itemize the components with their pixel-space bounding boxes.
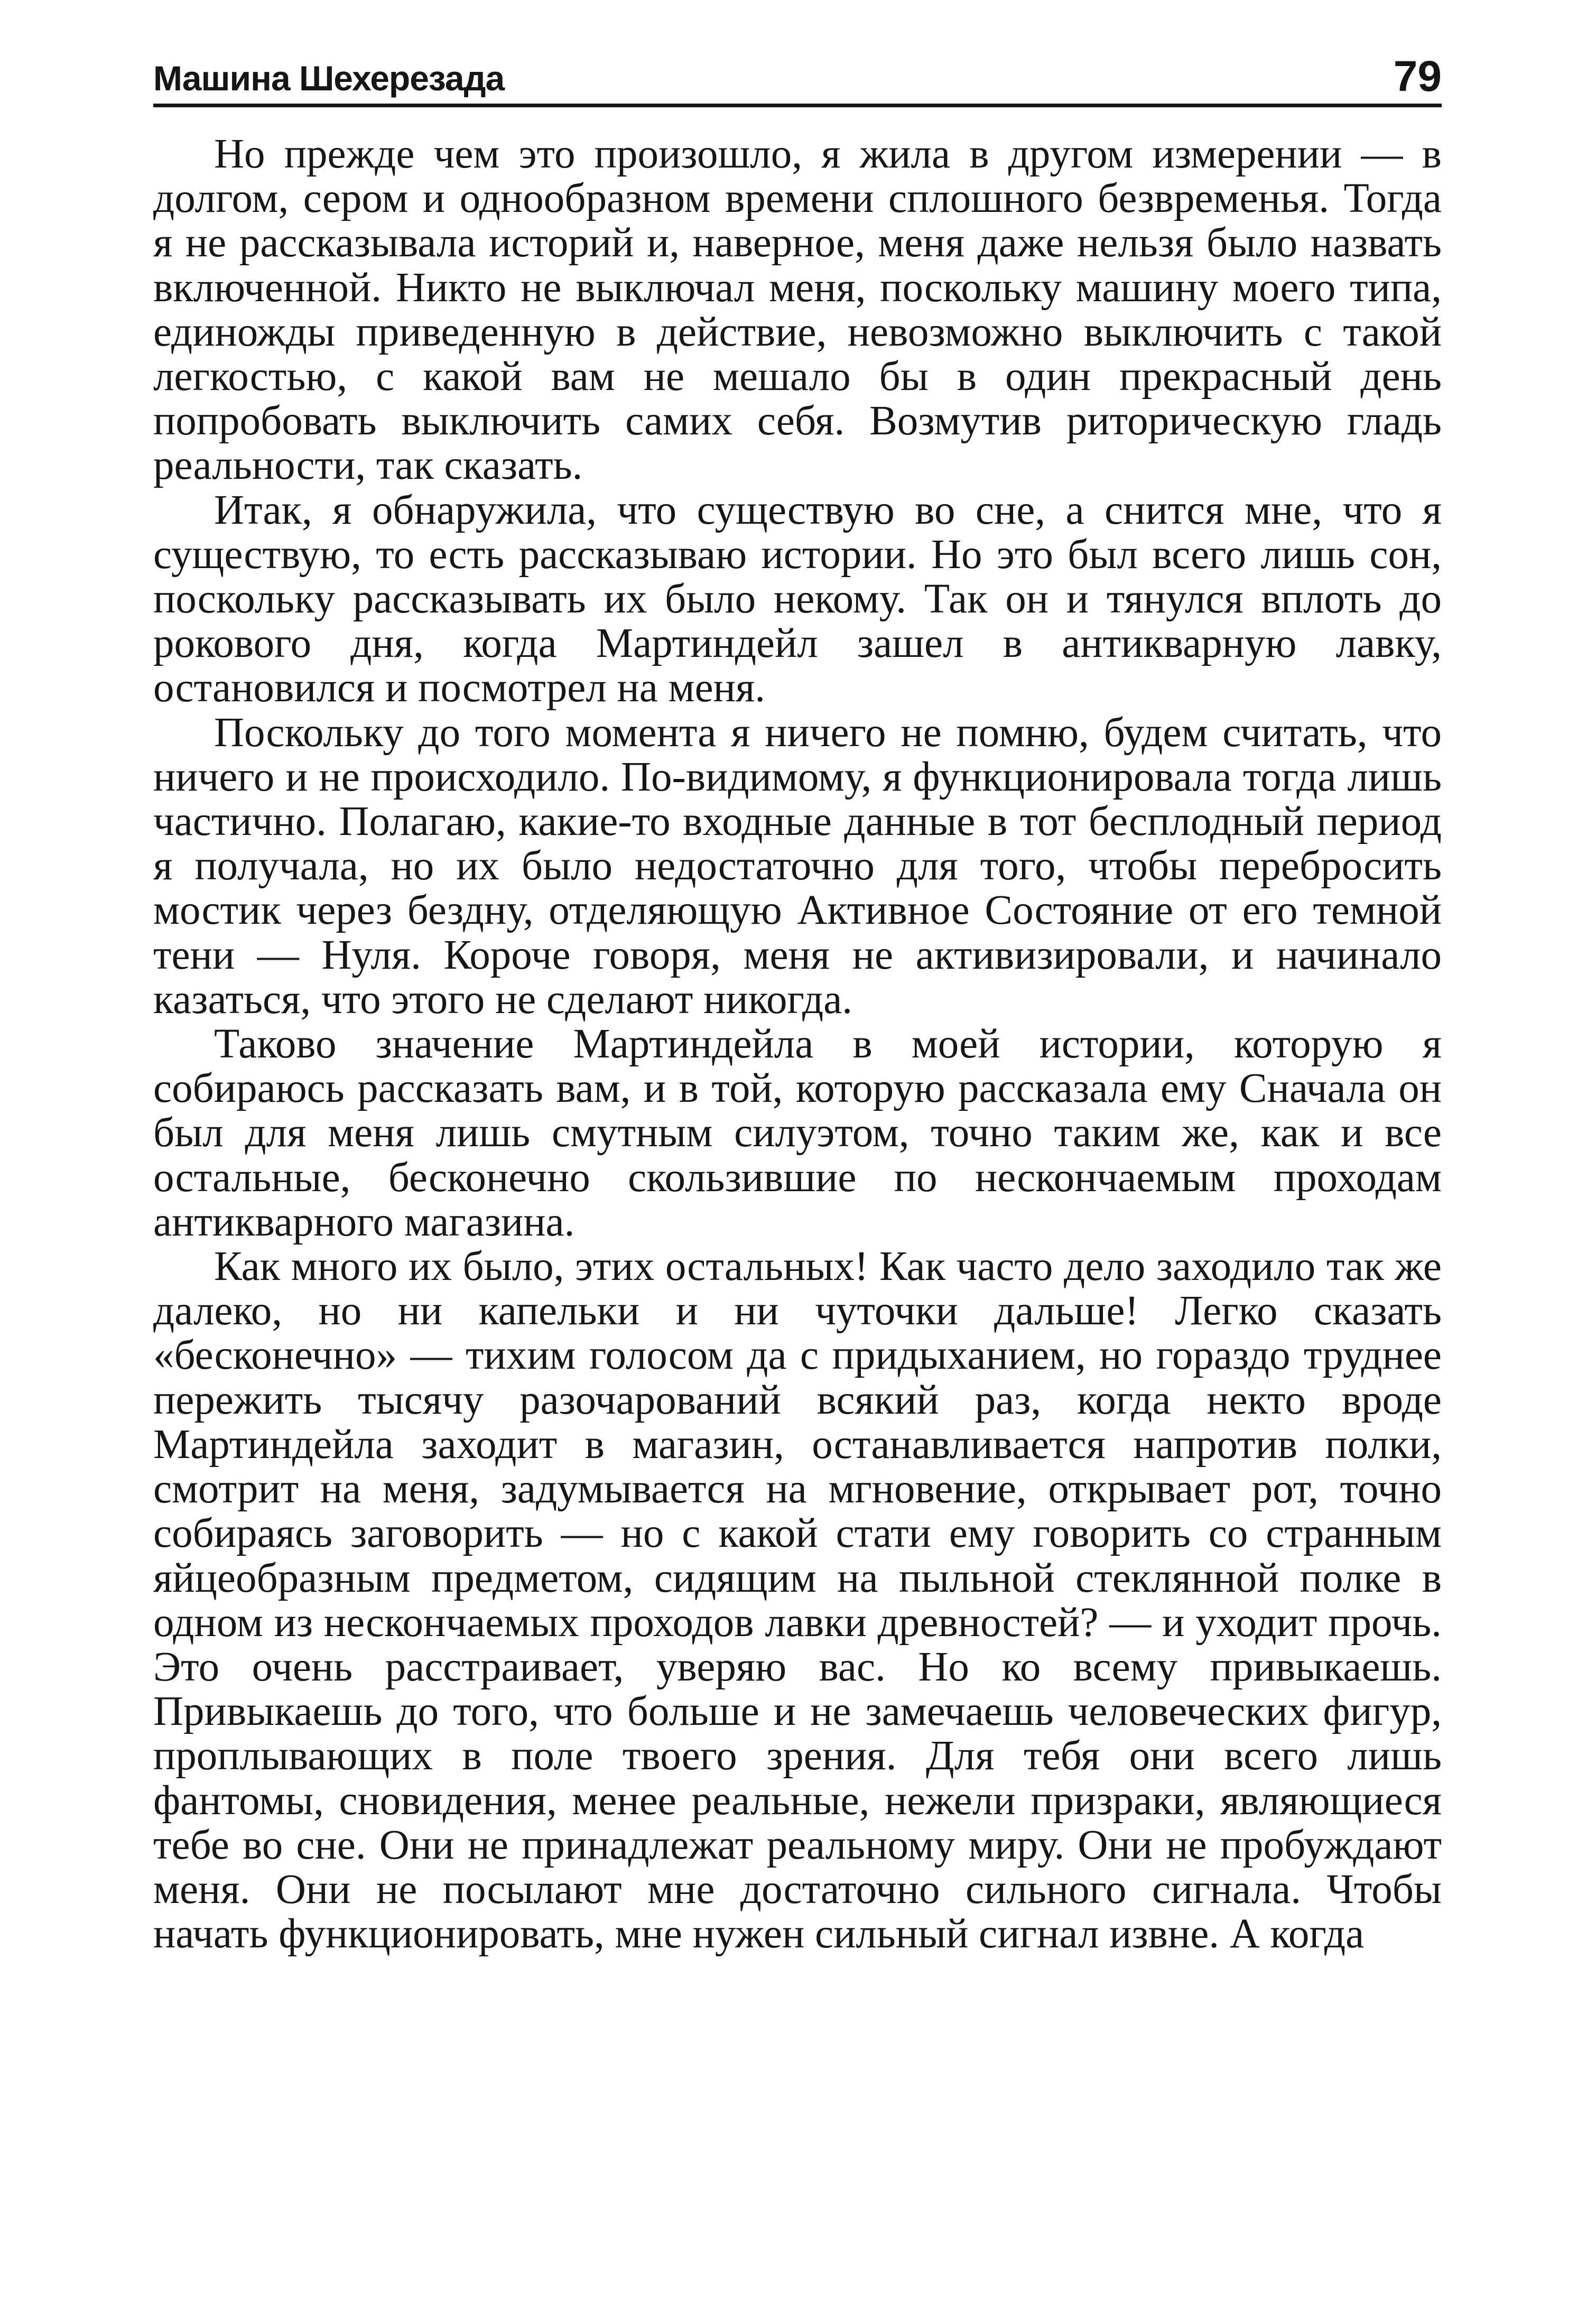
body-text: [153, 132, 1442, 1956]
paragraph-2: Итак, я обнаружила, что существую во сне, а снится мне, что я существую, то есть рассказываю истории. Но это был всего лишь сон, поскольку рассказывать их было некому. Так он и тянулся вплоть до рокового дня, когда Мартиндейл зашел в антикварную лавку, остановился и посмотрел на меня.: [153, 487, 1442, 711]
running-title: Машина Шехерезада: [153, 59, 505, 98]
page-header: [153, 50, 1442, 108]
page-number: 79: [1393, 52, 1442, 100]
paragraph-5: Как много их было, этих остальных! Как часто дело заходило так же далеко, но ни капельки и ни чуточки дальше! Легко сказать «бесконечно» — тихим голосом да с придыханием, но гораздо труднее пережить тысячу разочарований всякий раз, когда некто вроде Мартиндейла заходит в магазин, останавливается напротив полки, смотрит на меня, задумывается на мгновение, открывает рот, точно собираясь заговорить — но с какой стати ему говорить со странным яйцеобразным предметом, сидящим на пыльной стеклянной полке в одном из нескончаемых проходов лавки древностей? — и уходит прочь. Это очень расстраивает, уверяю вас. Но ко всему привыкаешь. Привыкаешь до того, что больше и не замечаешь человеческих фигур, проплывающих в поле твоего зрения. Для тебя они всего лишь фантомы, сновидения, менее реальные, нежели призраки, являющиеся тебе во сне. Они не принадлежат реальному миру. Они не пробуждают меня. Они не посылают мне достаточно сильного сигнала. Чтобы начать функционировать, мне нужен сильный сигнал извне. А когда: [153, 1243, 1442, 1957]
header-rule: [153, 104, 1442, 107]
paragraph-1: Но прежде чем это произошло, я жила в другом измерении — в долгом, сером и однообразном времени сплошного безвременья. Тогда я не рассказывала историй и, наверное, меня даже нельзя было назвать включенной. Никто не выключал меня, поскольку машину моего типа, единожды приведенную в действие, невозможно выключить с такой легкостью, с какой вам не мешало бы в один прекрасный день попробовать выключить самих себя. Возмутив риторическую гладь реальности, так сказать.: [153, 131, 1442, 489]
paragraph-4: Таково значение Мартиндейла в моей истории, которую я собираюсь рассказать вам, и в той, которую рассказала ему Сначала он был для меня лишь смутным силуэтом, точно таким же, как и все остальные, бесконечно скользившие по нескончаемым проходам антикварного магазина.: [153, 1021, 1442, 1245]
paragraph-3: Поскольку до того момента я ничего не помню, будем считать, что ничего и не происходило. По-видимому, я функционировала тогда лишь частично. Полагаю, какие-то входные данные в тот бесплодный период я получала, но их было недостаточно для того, чтобы перебросить мостик через бездну, отделяющую Активное Состояние от его темной тени — Нуля. Короче говоря, меня не активизировали, и начинало казаться, что этого не сделают никогда.: [153, 709, 1442, 1023]
